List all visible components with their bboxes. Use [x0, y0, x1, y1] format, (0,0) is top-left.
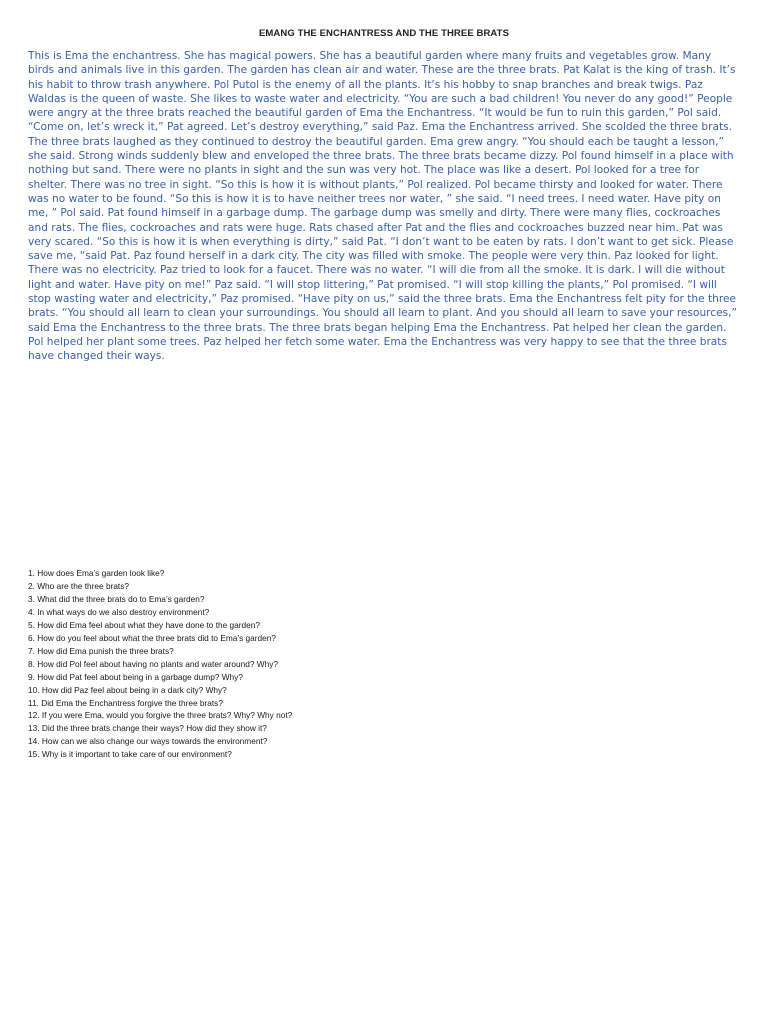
question-item: 5. How did Ema feel about what they have done to the garden?: [28, 619, 261, 630]
question-item: 7. How did Ema punish the three brats?: [28, 645, 174, 656]
question-item: 13. Did the three brats change their ways? How did they show it?: [28, 723, 267, 734]
question-item: 11. Did Ema the Enchantress forgive the three brats?: [28, 697, 223, 708]
question-item: 10. How did Paz feel about being in a dark city? Why?: [28, 684, 227, 695]
question-item: 8. How did Pol feel about having no plants and water around? Why?: [28, 658, 278, 669]
question-item: 14. How can we also change our ways towards the environment?: [28, 736, 268, 747]
question-item: 4. In what ways do we also destroy environment?: [28, 606, 210, 617]
question-list: [28, 567, 628, 761]
question-item: 15. Why is it important to take care of our environment?: [28, 749, 232, 760]
question-item: 6. How do you feel about what the three brats did to Ema’s garden?: [28, 632, 276, 643]
story-paragraph: This is Ema the enchantress. She has magical powers. She has a beautiful garden where many fruits and vegetables grow. Many birds and animals live in this garden. The garden has clean air and water. These are the three brats. Pat Kalat is the king of trash. It’s his habit to throw trash anywhere. Pol Putol is the enemy of all the plants. It’s his hobby to snap branches and break twigs. Paz Waldas is the queen of waste. She likes to waste water and electricity. “You are such a bad children! You never do any good!” People were angry at the three brats reached the beautiful garden of Ema the Enchantress. “It would be fun to ruin this garden,” Pol said. “Come on, let’s wreck it,” Pat agreed. Let’s destroy everything,” said Paz. Ema the Enchantress arrived. She scolded the three brats. The three brats laughed as they continued to destroy the beautiful garden. Ema grew angry. “You should each be taught a lesson,” she said. Strong winds suddenly blew and enveloped the three brats. The three brats became dizzy. Pol found himself in a place with nothing but sand. There were no plants in sight and the sun was very hot. The place was like a desert. Pol looked for a tree for shelter. There was no tree in sight. “So this is how it is without plants,” Pol realized. Pol became thirsty and looked for water. There was no water to be found. “So this is how it is to have neither trees nor water, ” she said. “I need trees. I need water. Have pity on me, ” Pol said. Pat found himself in a garbage dump. The garbage dump was smelly and dirty. There were many flies, cockroaches and rats. The flies, cockroaches and rats were huge. Rats chased after Pat and the flies and cockroaches buzzed near him. Pat was very scared. “So this is how it is when everything is dirty,” said Pat. “I don’t want to be eaten by rats. I don’t want to get sick. Please save me, “said Pat. Paz found herself in a dark city. The city was filled with smoke. The people were very thin. Paz looked for light. There was no electricity. Paz tried to look for a faucet. There was no water. “I will die from all the smoke. It is dark. I will die without light and water. Have pity on me!” Paz said. “I will stop littering,” Pat promised. “I will stop killing the plants,” Pol promised. “I will stop wasting water and electricity,” Paz promised. “Have pity on us,” said the three brats. Ema the Enchantress felt pity for the three brats. “You should all learn to clean your surroundings. You should all learn to plant. And you should all learn to save your resources,” said Ema the Enchantress to the three brats. The three brats began helping Ema the Enchantress. Pat helped her clean the garden. Pol helped her plant some trees. Paz helped her fetch some water. Ema the Enchantress was very happy to see that the three brats have changed their ways.: [28, 50, 738, 363]
question-item: 12. If you were Ema, would you forgive the three brats? Why? Why not?: [28, 710, 293, 721]
question-item: 3. What did the three brats do to Ema’s garden?: [28, 593, 205, 604]
question-item: 9. How did Pat feel about being in a garbage dump? Why?: [28, 671, 243, 682]
document-title: EMANG THE ENCHANTRESS AND THE THREE BRATS: [258, 28, 510, 39]
question-item: 2. Who are the three brats?: [28, 580, 130, 591]
question-item: 1. How does Ema’s garden look like?: [28, 568, 165, 578]
